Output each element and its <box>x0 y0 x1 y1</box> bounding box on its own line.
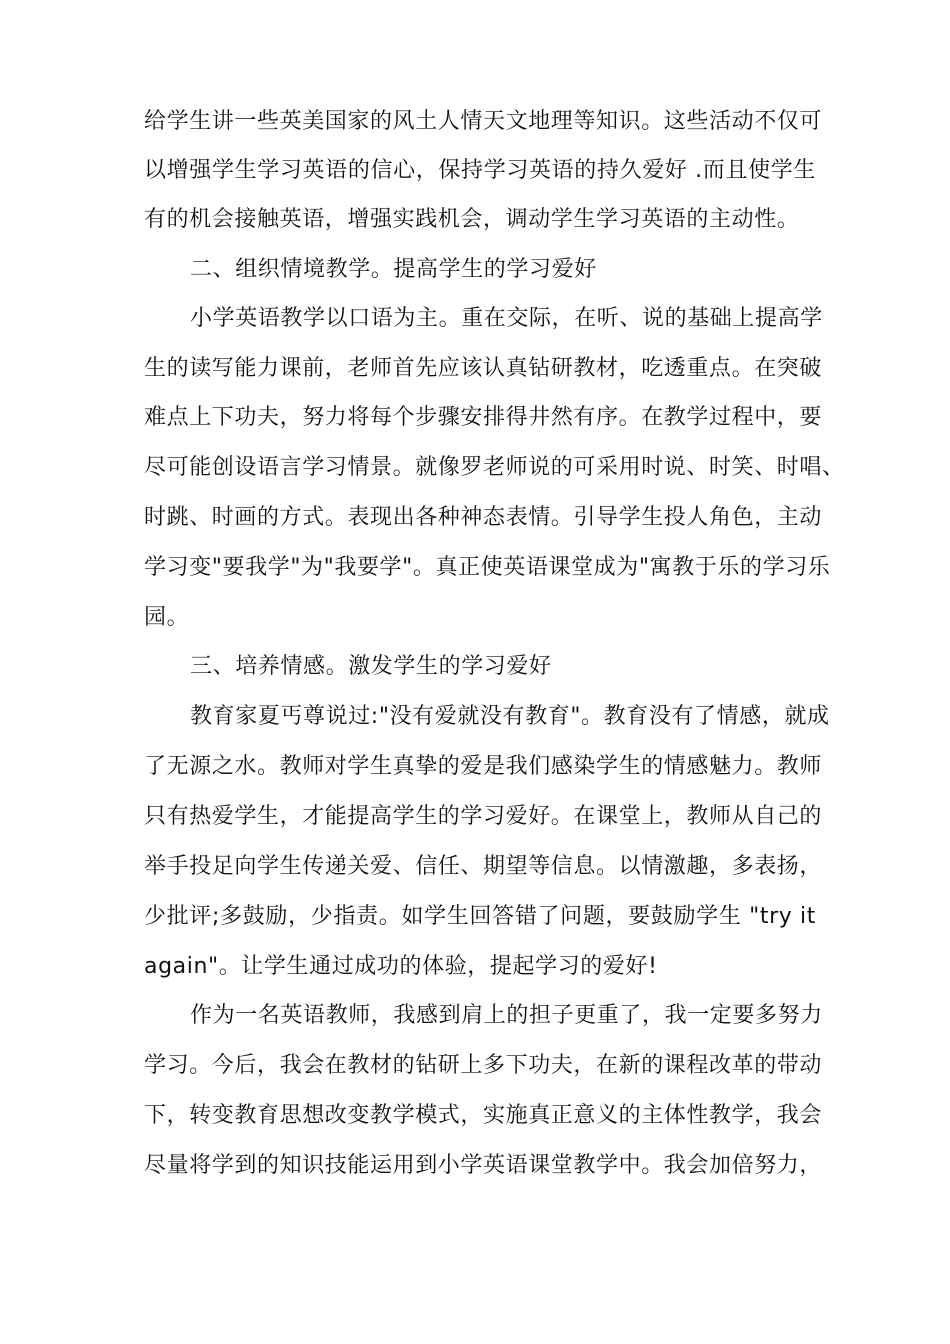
paragraph-line: 尽量将学到的知识技能运用到小学英语课堂教学中。我会加倍努力， <box>144 1153 823 1178</box>
paragraph-line: 小学英语教学以口语为主。重在交际，在听、说的基础上提高学 <box>190 306 823 331</box>
section-heading: 二、组织情境教学。提高学生的学习爱好 <box>190 257 597 282</box>
paragraph-line: 下，转变教育思想改变教学模式，实施真正意义的主体性教学，我会 <box>144 1103 823 1128</box>
paragraph-line: 园。 <box>144 605 190 630</box>
paragraph-line: 学习。今后，我会在教材的钻研上多下功夫，在新的课程改革的带动 <box>144 1053 823 1078</box>
paragraph-line: 少批评;多鼓励，少指责。如学生回答错了问题，要鼓励学生 "try it <box>144 904 816 929</box>
paragraph-line: again"。让学生通过成功的体验，提起学习的爱好! <box>144 954 658 979</box>
paragraph-line: 尽可能创设语言学习情景。就像罗老师说的可采用时说、时笑、时唱、 <box>144 455 845 480</box>
section-heading: 三、培养情感。激发学生的学习爱好 <box>190 654 552 679</box>
paragraph-line: 难点上下功夫，努力将每个步骤安排得井然有序。在教学过程中，要 <box>144 405 823 430</box>
paragraph-line: 只有热爱学生，才能提高学生的学习爱好。在课堂上，教师从自己的 <box>144 804 823 829</box>
paragraph-line: 举手投足向学生传递关爱、信任、期望等信息。以情激趣，多表扬， <box>144 854 823 879</box>
paragraph-line: 了无源之水。教师对学生真挚的爱是我们感染学生的情感魅力。教师 <box>144 754 823 779</box>
paragraph-line: 以增强学生学习英语的信心，保持学习英语的持久爱好 .而且使学生 <box>144 158 816 183</box>
paragraph-line: 时跳、时画的方式。表现出各种神态表情。引导学生投人角色，主动 <box>144 505 823 530</box>
paragraph-line: 给学生讲一些英美国家的风土人情天文地理等知识。这些活动不仅可 <box>144 109 823 134</box>
paragraph-line: 学习变"要我学"为"我要学"。真正使英语课堂成为"寓教于乐的学习乐 <box>144 555 831 580</box>
paragraph-line: 作为一名英语教师，我感到肩上的担子更重了，我一定要多努力 <box>190 1003 823 1028</box>
paragraph-line: 生的读写能力课前，老师首先应该认真钻研教材，吃透重点。在突破 <box>144 356 823 381</box>
paragraph-line: 有的机会接触英语，增强实践机会，调动学生学习英语的主动性。 <box>144 207 800 232</box>
paragraph-line: 教育家夏丐尊说过:"没有爱就没有教育"。教育没有了情感，就成 <box>190 704 830 729</box>
